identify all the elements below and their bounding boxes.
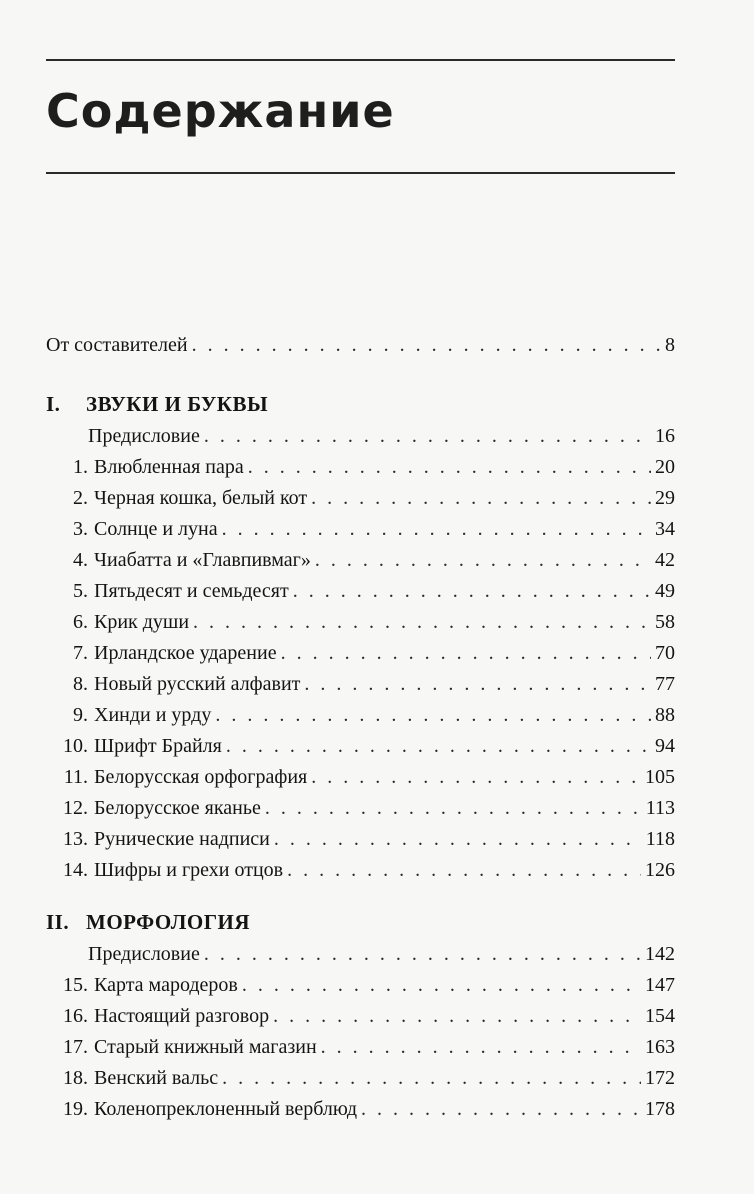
chapter-number: 9. (73, 704, 88, 726)
chapter-number: 16. (63, 1005, 88, 1027)
leader-dots (222, 1065, 641, 1091)
chapter-number: 10. (63, 735, 88, 757)
leader-dots (287, 857, 641, 883)
toc-entry[interactable] (60, 516, 675, 542)
toc-entry-label: Влюбленная пара (94, 456, 244, 478)
toc-entry[interactable] (60, 454, 675, 480)
toc-entry-page: 147 (645, 974, 675, 996)
chapter-number: 17. (63, 1036, 88, 1058)
toc-entry-label: Предисловие (88, 943, 200, 965)
leader-dots (293, 578, 651, 604)
toc-entry-page: 126 (645, 859, 675, 881)
toc-entry-page: 8 (665, 334, 675, 356)
chapter-number: 8. (73, 673, 88, 695)
toc-entry-label: Венский вальс (94, 1067, 219, 1089)
toc-entry-page: 49 (655, 580, 675, 602)
toc-entry-label: Рунические надписи (94, 828, 270, 850)
toc-entry-page: 34 (655, 518, 675, 540)
chapter-number: 12. (63, 797, 88, 819)
toc-entry-label: Шрифт Брайля (94, 735, 222, 757)
leader-dots (274, 826, 642, 852)
section-roman: I. (46, 392, 61, 416)
toc-entry-label: Предисловие (88, 425, 200, 447)
toc-entry-page: 142 (645, 943, 675, 965)
leader-dots (215, 702, 651, 728)
top-rule (46, 59, 675, 61)
leader-dots (192, 332, 661, 358)
toc-entry[interactable] (60, 578, 675, 604)
toc-entry-page: 154 (645, 1005, 675, 1027)
toc-entry-label: Черная кошка, белый кот (94, 487, 308, 509)
toc-entry[interactable] (54, 1065, 675, 1091)
leader-dots (222, 516, 651, 542)
leader-dots (193, 609, 651, 635)
leader-dots (361, 1096, 641, 1122)
toc-entry-page: 118 (645, 828, 675, 850)
toc-entry-label: Ирландское ударение (94, 642, 277, 664)
chapter-number: 3. (73, 518, 88, 540)
toc-entry-label: Хинди и урду (94, 704, 212, 726)
toc-entry-preface[interactable] (88, 423, 675, 449)
toc-entry-page: 20 (655, 456, 675, 478)
toc-entry[interactable] (60, 795, 675, 821)
toc-entry-page: 178 (645, 1098, 675, 1120)
leader-dots (204, 941, 641, 967)
chapter-number: 7. (73, 642, 88, 664)
toc-entry-label: Белорусское яканье (94, 797, 261, 819)
chapter-number: 4. (73, 549, 88, 571)
toc-entry[interactable] (60, 826, 675, 852)
toc-entry[interactable] (60, 857, 675, 883)
toc-entry-label: Чиабатта и «Главпивмаг» (94, 549, 311, 571)
chapter-number: 6. (73, 611, 88, 633)
toc-entry-label: Карта мародеров (94, 974, 238, 996)
chapter-number: 15. (63, 974, 88, 996)
section-title: ЗВУКИ И БУКВЫ (86, 392, 269, 416)
chapter-number: 14. (63, 859, 88, 881)
toc-entry-page: 29 (655, 487, 675, 509)
toc-entry-page: 70 (655, 642, 675, 664)
toc-entry-page: 42 (655, 549, 675, 571)
toc-entry[interactable] (54, 1096, 675, 1122)
section-title: МОРФОЛОГИЯ (86, 910, 251, 934)
toc-entry-label: От составителей (46, 334, 188, 356)
leader-dots (273, 1003, 641, 1029)
toc-entry[interactable] (60, 485, 675, 511)
toc-entry-label: Белорусская орфография (94, 766, 308, 788)
leader-dots (242, 972, 641, 998)
toc-entry[interactable] (60, 733, 675, 759)
section-heading (46, 910, 250, 935)
leader-dots (321, 1034, 641, 1060)
page-title: Содержание (46, 84, 395, 138)
leader-dots (281, 640, 651, 666)
toc-entry-intro[interactable] (46, 332, 675, 358)
toc-entry[interactable] (60, 640, 675, 666)
leader-dots (315, 547, 651, 573)
leader-dots (304, 671, 651, 697)
chapter-number: 11. (63, 766, 88, 788)
toc-entry[interactable] (60, 702, 675, 728)
toc-entry[interactable] (60, 764, 675, 790)
toc-entry-label: Крик души (94, 611, 190, 633)
toc-entry-label: Шифры и грехи отцов (94, 859, 284, 881)
toc-entry[interactable] (60, 671, 675, 697)
toc-entry-page: 113 (645, 797, 675, 819)
section-heading (46, 392, 268, 417)
bottom-rule (46, 172, 675, 174)
leader-dots (311, 764, 641, 790)
leader-dots (226, 733, 651, 759)
toc-entry-label: Настоящий разговор (94, 1005, 270, 1027)
toc-entry[interactable] (54, 1034, 675, 1060)
leader-dots (265, 795, 642, 821)
toc-entry[interactable] (60, 547, 675, 573)
toc-entry[interactable] (54, 1003, 675, 1029)
toc-entry-page: 88 (655, 704, 675, 726)
toc-entry-label: Коленопреклоненный верблюд (94, 1098, 358, 1120)
chapter-number: 1. (73, 456, 88, 478)
leader-dots (248, 454, 651, 480)
chapter-number: 19. (63, 1098, 88, 1120)
toc-entry-label: Новый русский алфавит (94, 673, 301, 695)
toc-entry-label: Старый книжный магазин (94, 1036, 317, 1058)
leader-dots (204, 423, 651, 449)
toc-entry-page: 58 (655, 611, 675, 633)
toc-entry-label: Пятьдесят и семьдесят (94, 580, 289, 602)
leader-dots (311, 485, 651, 511)
toc-entry[interactable] (60, 609, 675, 635)
toc-entry-page: 172 (645, 1067, 675, 1089)
toc-entry-preface[interactable] (88, 941, 675, 967)
toc-entry-page: 94 (655, 735, 675, 757)
toc-entry[interactable] (54, 972, 675, 998)
chapter-number: 18. (63, 1067, 88, 1089)
toc-entry-label: Солнце и луна (94, 518, 218, 540)
section-roman: II. (46, 910, 70, 934)
toc-entry-page: 163 (645, 1036, 675, 1058)
toc-entry-page: 105 (645, 766, 675, 788)
chapter-number: 2. (73, 487, 88, 509)
chapter-number: 13. (63, 828, 88, 850)
chapter-number: 5. (73, 580, 88, 602)
toc-entry-page: 16 (655, 425, 675, 447)
toc-entry-page: 77 (655, 673, 675, 695)
